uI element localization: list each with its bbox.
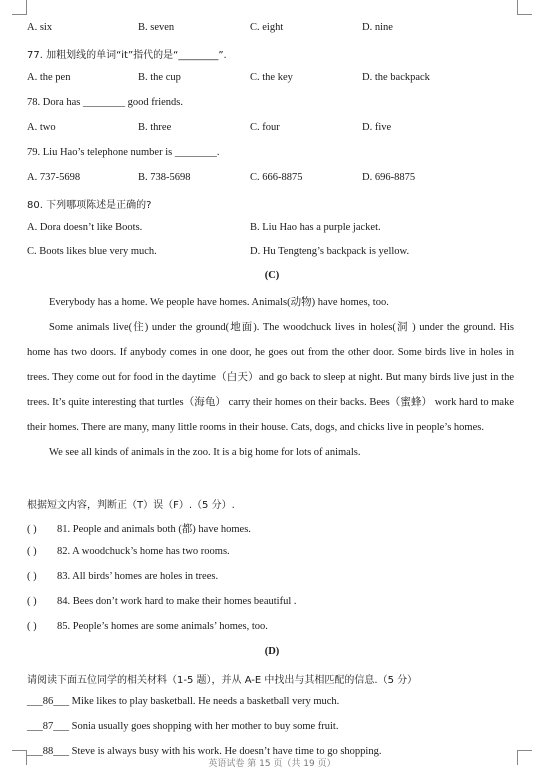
q80-option-c: C. Boots likes blue very much. (27, 246, 157, 257)
match-statement: Mike likes to play basketball. He needs a basketball very much. (71, 696, 340, 707)
q79-option-c: C. 666-8875 (250, 172, 303, 183)
judge-item-85 (27, 621, 514, 632)
q78-option-b: B. three (138, 122, 172, 133)
answer-blank[interactable]: ___88___ (27, 746, 69, 757)
q79-option-b: B. 738-5698 (138, 172, 191, 183)
judge-statement: 82. A woodchuck’s home has two rooms. (57, 546, 230, 557)
q79-stem: 79. Liu Hao’s telephone number is ________. (27, 147, 220, 158)
page-footer: 英语试卷 第 15 页（共 19 页） (208, 759, 336, 769)
match-item-87 (27, 721, 514, 732)
passage-paragraph-1: Everybody has a home. We people have homes. Animals(动物) have homes, too. (49, 297, 389, 308)
answer-paren[interactable]: ( ) (27, 621, 37, 632)
judge-item-82 (27, 546, 514, 557)
q77-option-c: C. the key (250, 72, 293, 83)
section-d-title: (D) (264, 646, 280, 657)
judge-statement: 81. People and animals both (都) have homes. (57, 524, 251, 535)
q77-option-b: B. the cup (138, 72, 181, 83)
crop-mark-top-right (517, 0, 532, 15)
judge-statement: 85. People’s homes are some animals’ homes, too. (57, 621, 268, 632)
q78-option-a: A. two (27, 122, 56, 133)
q76-option-a: A. six (27, 22, 53, 33)
section-c-title: (C) (264, 270, 280, 281)
q80-option-b: B. Liu Hao has a purple jacket. (250, 222, 381, 233)
q79-option-a: A. 737-5698 (27, 172, 81, 183)
q76-option-b: B. seven (138, 22, 175, 33)
answer-paren[interactable]: ( ) (27, 524, 37, 535)
q79-option-d: D. 696-8875 (362, 172, 416, 183)
judge-item-83 (27, 571, 514, 582)
q80-stem: 80. 下列哪项陈述是正确的? (27, 200, 152, 211)
q80-option-a: A. Dora doesn’t like Boots. (27, 222, 143, 233)
q76-option-c: C. eight (250, 22, 284, 33)
section-c-instruction: 根据短文内容，判断正（T）误（F）.（5 分）. (27, 500, 235, 511)
answer-paren[interactable]: ( ) (27, 596, 37, 607)
match-statement: Sonia usually goes shopping with her mother to buy some fruit. (71, 721, 339, 732)
q80-option-d: D. Hu Tengteng’s backpack is yellow. (250, 246, 410, 257)
match-item-86 (27, 696, 514, 707)
section-d-instruction: 请阅读下面五位同学的相关材料（1-5 题），并从 A-E 中找出与其相匹配的信息.（5 分） (27, 675, 418, 686)
q77-stem: 77. 加粗划线的单词“it”指代的是“________”. (27, 50, 227, 61)
judge-item-81 (27, 521, 514, 536)
crop-mark-top-left (12, 0, 27, 15)
match-statement: Steve is always busy with his work. He doesn’t have time to go shopping. (71, 746, 382, 757)
q78-option-c: C. four (250, 122, 280, 133)
answer-blank[interactable]: ___87___ (27, 721, 69, 732)
q77-option-d: D. the backpack (362, 72, 430, 83)
passage-paragraph-3: We see all kinds of animals in the zoo. It is a big home for lots of animals. (49, 447, 361, 458)
judge-statement: 84. Bees don’t work hard to make their homes beautiful . (57, 596, 297, 607)
answer-paren[interactable]: ( ) (27, 546, 37, 557)
answer-blank[interactable]: ___86___ (27, 696, 69, 707)
q78-option-d: D. five (362, 122, 392, 133)
judge-statement: 83. All birds’ homes are holes in trees. (57, 571, 219, 582)
q76-option-d: D. nine (362, 22, 393, 33)
q77-option-a: A. the pen (27, 72, 71, 83)
passage-paragraph-2: Some animals live(住) under the ground(地面). The woodchuck lives in holes(洞 ) under the ground. His home has two doors. If anybody comes in one door, he goes out from the other door. Some birds live in holes in trees. They come out for food in the daytime（白天）and go back to sleep at night. But many birds live just in the trees. It’s quite interesting that turtles（海龟） carry their homes on their backs. Bees（蜜蜂） work hard to make their homes. There are many, many little rooms in their house. Cats, dogs, and chicks live in people’s homes. (27, 322, 514, 433)
section-c-passage (27, 290, 514, 465)
answer-paren[interactable]: ( ) (27, 571, 37, 582)
q78-stem: 78. Dora has ________ good friends. (27, 97, 184, 108)
judge-item-84 (27, 596, 514, 607)
